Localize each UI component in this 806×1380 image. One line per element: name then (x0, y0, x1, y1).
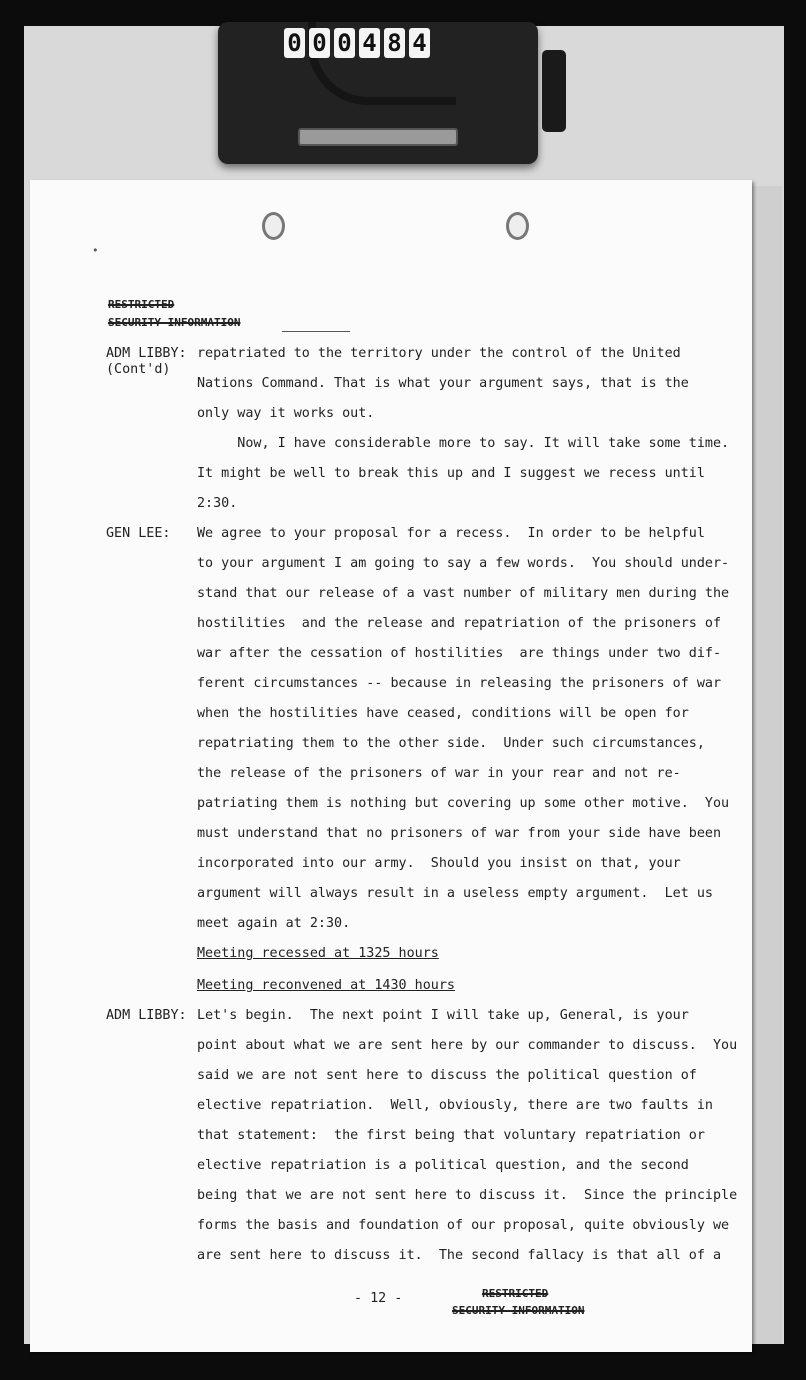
speaker-label-cont: (Cont'd) (106, 362, 171, 377)
text-line: being that we are not sent here to discuss it. Since the principle (197, 1188, 738, 1203)
text-line: hostilities and the release and repatriation of the prisoners of (197, 616, 722, 631)
text-line: stand that our release of a vast number of military men during the (197, 586, 730, 601)
classification-rule (282, 331, 350, 332)
text-line: It might be well to break this up and I suggest we recess until (197, 466, 705, 481)
text-line: said we are not sent here to discuss the political question of (197, 1068, 697, 1083)
text-line: war after the cessation of hostilities are things under two dif- (197, 646, 722, 661)
text-line: repatriated to the territory under the control of the United (197, 346, 681, 361)
classification-top-line1: RESTRICTED (108, 298, 175, 311)
classification-bottom-line2: SECURITY INFORMATION (452, 1304, 585, 1317)
counter-knob (542, 50, 566, 132)
stray-mark: • (92, 244, 99, 257)
frame-counter (218, 22, 538, 164)
counter-digit: 0 (309, 28, 330, 58)
counter-digit: 0 (334, 28, 355, 58)
page-number: - 12 - (354, 1291, 403, 1306)
text-line: that statement: the first being that voluntary repatriation or (197, 1128, 705, 1143)
text-line: incorporated into our army. Should you insist on that, your (197, 856, 681, 871)
counter-digit: 4 (409, 28, 430, 58)
text-line: must understand that no prisoners of war from your side have been (197, 826, 722, 841)
counter-slot (298, 128, 458, 146)
text-line: Now, I have considerable more to say. It will take some time. (197, 436, 730, 451)
punch-hole-left (262, 212, 285, 240)
counter-digit: 8 (384, 28, 405, 58)
text-line: Let's begin. The next point I will take up, General, is your (197, 1008, 689, 1023)
text-line: are sent here to discuss it. The second fallacy is that all of a (197, 1248, 722, 1263)
text-line: when the hostilities have ceased, conditions will be open for (197, 706, 689, 721)
text-line: elective repatriation is a political question, and the second (197, 1158, 689, 1173)
speaker-label: GEN LEE: (106, 526, 171, 541)
text-line: forms the basis and foundation of our proposal, quite obviously we (197, 1218, 730, 1233)
meeting-recessed-note: Meeting recessed at 1325 hours (197, 946, 439, 961)
text-line: only way it works out. (197, 406, 375, 421)
page-edge (752, 186, 782, 1344)
text-line: ferent circumstances -- because in releasing the prisoners of war (197, 676, 722, 691)
speaker-label: ADM LIBBY: (106, 346, 187, 361)
text-line: We agree to your proposal for a recess. In order to be helpful (197, 526, 705, 541)
punch-hole-right (506, 212, 529, 240)
meeting-reconvened-note: Meeting reconvened at 1430 hours (197, 978, 455, 993)
classification-bottom-line1: RESTRICTED (482, 1287, 549, 1300)
text-line: argument will always result in a useless empty argument. Let us (197, 886, 713, 901)
text-line: point about what we are sent here by our commander to discuss. You (197, 1038, 738, 1053)
counter-digits (284, 28, 430, 58)
text-line: the release of the prisoners of war in your rear and not re- (197, 766, 681, 781)
text-line: 2:30. (197, 496, 238, 511)
text-line: to your argument I am going to say a few words. You should under- (197, 556, 730, 571)
speaker-label: ADM LIBBY: (106, 1008, 187, 1023)
counter-digit: 4 (359, 28, 380, 58)
counter-digit: 0 (284, 28, 305, 58)
document-page (30, 180, 752, 1352)
text-line: repatriating them to the other side. Under such circumstances, (197, 736, 705, 751)
text-line: elective repatriation. Well, obviously, there are two faults in (197, 1098, 713, 1113)
text-line: Nations Command. That is what your argument says, that is the (197, 376, 689, 391)
text-line: meet again at 2:30. (197, 916, 351, 931)
classification-top-line2: SECURITY INFORMATION (108, 316, 241, 329)
text-line: patriating them is nothing but covering up some other motive. You (197, 796, 730, 811)
